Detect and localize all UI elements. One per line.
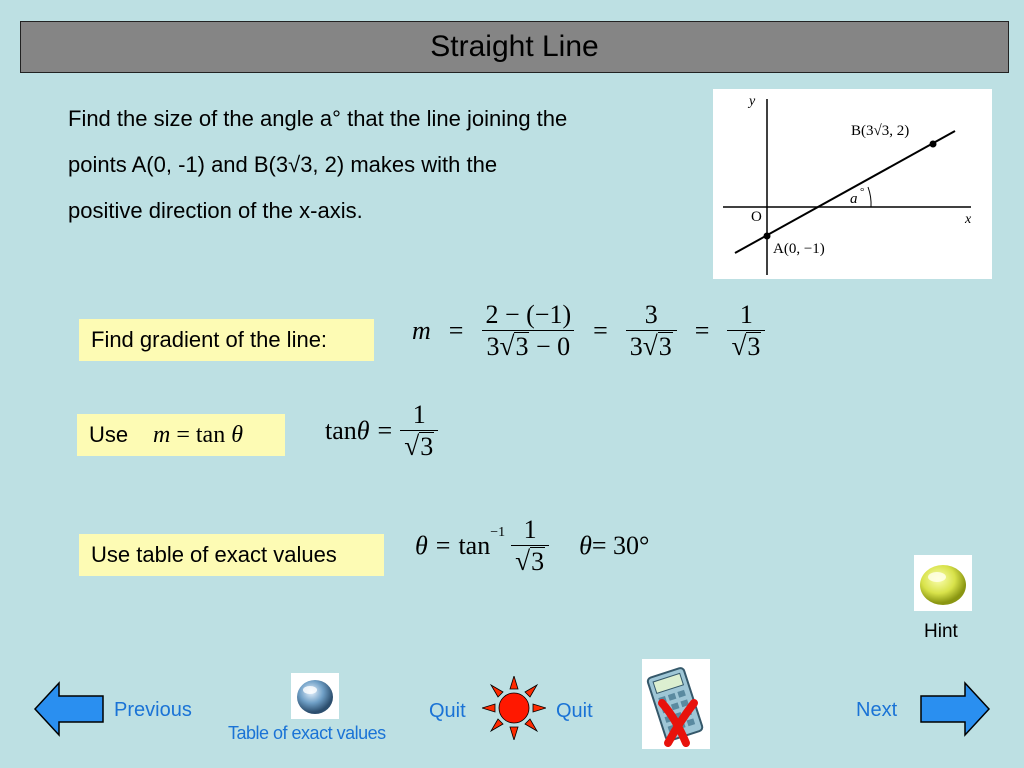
gradient-step-box — [79, 319, 374, 361]
use-label: Use — [89, 422, 129, 447]
equals-sign: = — [448, 316, 464, 345]
sqrt-arg: 3 — [747, 332, 761, 362]
tan-denominator — [400, 430, 438, 462]
sqrt-arg: 3 — [658, 332, 672, 362]
line-diagram — [713, 89, 992, 279]
theta-equation — [415, 515, 649, 577]
hint-button[interactable] — [914, 555, 972, 611]
question-line-1: Find the size of the angle a° that the line joining the — [68, 106, 568, 131]
calculator-button[interactable] — [642, 659, 710, 749]
table-button[interactable] — [291, 673, 339, 719]
previous-label[interactable]: Previous — [114, 699, 192, 721]
theta-symbol: θ — [579, 531, 592, 560]
quit-left-label[interactable]: Quit — [429, 700, 466, 722]
exact-values-box — [79, 534, 384, 576]
inverse-superscript: −1 — [490, 525, 506, 540]
fraction-1-numerator: 2 − (−1) — [485, 300, 572, 329]
tan-equation — [325, 400, 438, 462]
tan-fraction — [400, 400, 438, 462]
x-axis-label: x — [965, 212, 972, 227]
diagram-svg — [713, 89, 992, 279]
formula-rest: = tan — [170, 422, 232, 448]
den-coef: 3 — [629, 332, 643, 361]
point-b — [930, 141, 937, 148]
table-link[interactable]: Table of exact values — [228, 723, 386, 743]
question-line-3: positive direction of the x-axis. — [68, 198, 363, 223]
sqrt-arg: 3 — [420, 432, 434, 462]
red-sun-icon — [482, 676, 546, 740]
tan-word: tan — [458, 531, 491, 560]
next-label[interactable]: Next — [856, 699, 898, 721]
y-axis-label: y — [749, 94, 756, 109]
tan-numerator: 1 — [412, 400, 426, 429]
angle-label: a — [850, 191, 858, 207]
equals-sign: = — [593, 316, 608, 345]
question-text — [68, 96, 718, 234]
den-coef: 3 — [486, 332, 500, 361]
sqrt-arg: 3 — [531, 547, 545, 577]
theta-fraction — [511, 515, 549, 577]
sqrt-symbol: √ 3 — [515, 546, 545, 577]
hint-bulb-icon — [914, 555, 972, 611]
gradient-fraction-2 — [626, 300, 677, 362]
gradient-equation — [412, 300, 765, 362]
gradient-step-label: Find gradient of the line: — [91, 327, 328, 352]
sqrt-arg: 3 — [515, 332, 529, 362]
point-b-label: B(3√3, 2) — [851, 123, 910, 139]
point-a-label: A(0, −1) — [773, 241, 825, 257]
formula-theta: θ — [231, 422, 243, 448]
gradient-symbol: m — [412, 316, 431, 345]
origin-label: O — [751, 209, 762, 225]
quit-button[interactable] — [482, 676, 546, 740]
use-formula-box — [77, 414, 285, 456]
angle-arc — [868, 187, 871, 207]
previous-button[interactable] — [33, 681, 105, 737]
blue-orb-icon — [291, 673, 339, 719]
fraction-3-numerator: 1 — [739, 300, 753, 329]
gradient-fraction-3 — [727, 300, 765, 362]
equals-sign: = — [694, 316, 710, 345]
theta-denominator — [511, 545, 549, 577]
sqrt-symbol: √ 3 — [499, 331, 529, 362]
fraction-3-denominator — [727, 330, 765, 362]
theta-symbol: θ — [356, 416, 370, 445]
left-arrow-icon — [33, 681, 105, 737]
gradient-fraction-1 — [481, 300, 575, 362]
fraction-1-denominator — [482, 330, 574, 362]
equals-sign: = — [377, 416, 393, 445]
sqrt-symbol: √ 3 — [642, 331, 672, 362]
quit-right-label[interactable]: Quit — [556, 700, 593, 722]
formula-m: m — [153, 422, 171, 448]
point-a — [764, 233, 771, 240]
den-tail: − 0 — [529, 332, 571, 361]
page-title: Straight Line — [430, 30, 599, 63]
next-button[interactable] — [919, 681, 991, 737]
fraction-2-denominator — [626, 330, 677, 362]
theta-result: = 30° — [591, 531, 650, 560]
right-arrow-icon — [919, 681, 991, 737]
theta-numerator: 1 — [523, 515, 537, 544]
sqrt-symbol: √ 3 — [404, 431, 434, 462]
fraction-2-numerator: 3 — [644, 300, 658, 329]
theta-symbol: θ — [415, 531, 428, 560]
equals-sign: = — [435, 531, 451, 560]
use-formula — [153, 414, 243, 456]
calculator-crossed-icon — [642, 659, 710, 749]
question-line-2: points A(0, -1) and B(3√3, 2) makes with the — [68, 152, 498, 177]
hint-label[interactable]: Hint — [924, 621, 958, 642]
title-bar — [20, 21, 1009, 73]
tan-word: tan — [325, 416, 357, 445]
angle-degree: ° — [860, 186, 865, 198]
sqrt-symbol: √ 3 — [731, 331, 761, 362]
exact-values-label: Use table of exact values — [91, 542, 337, 567]
